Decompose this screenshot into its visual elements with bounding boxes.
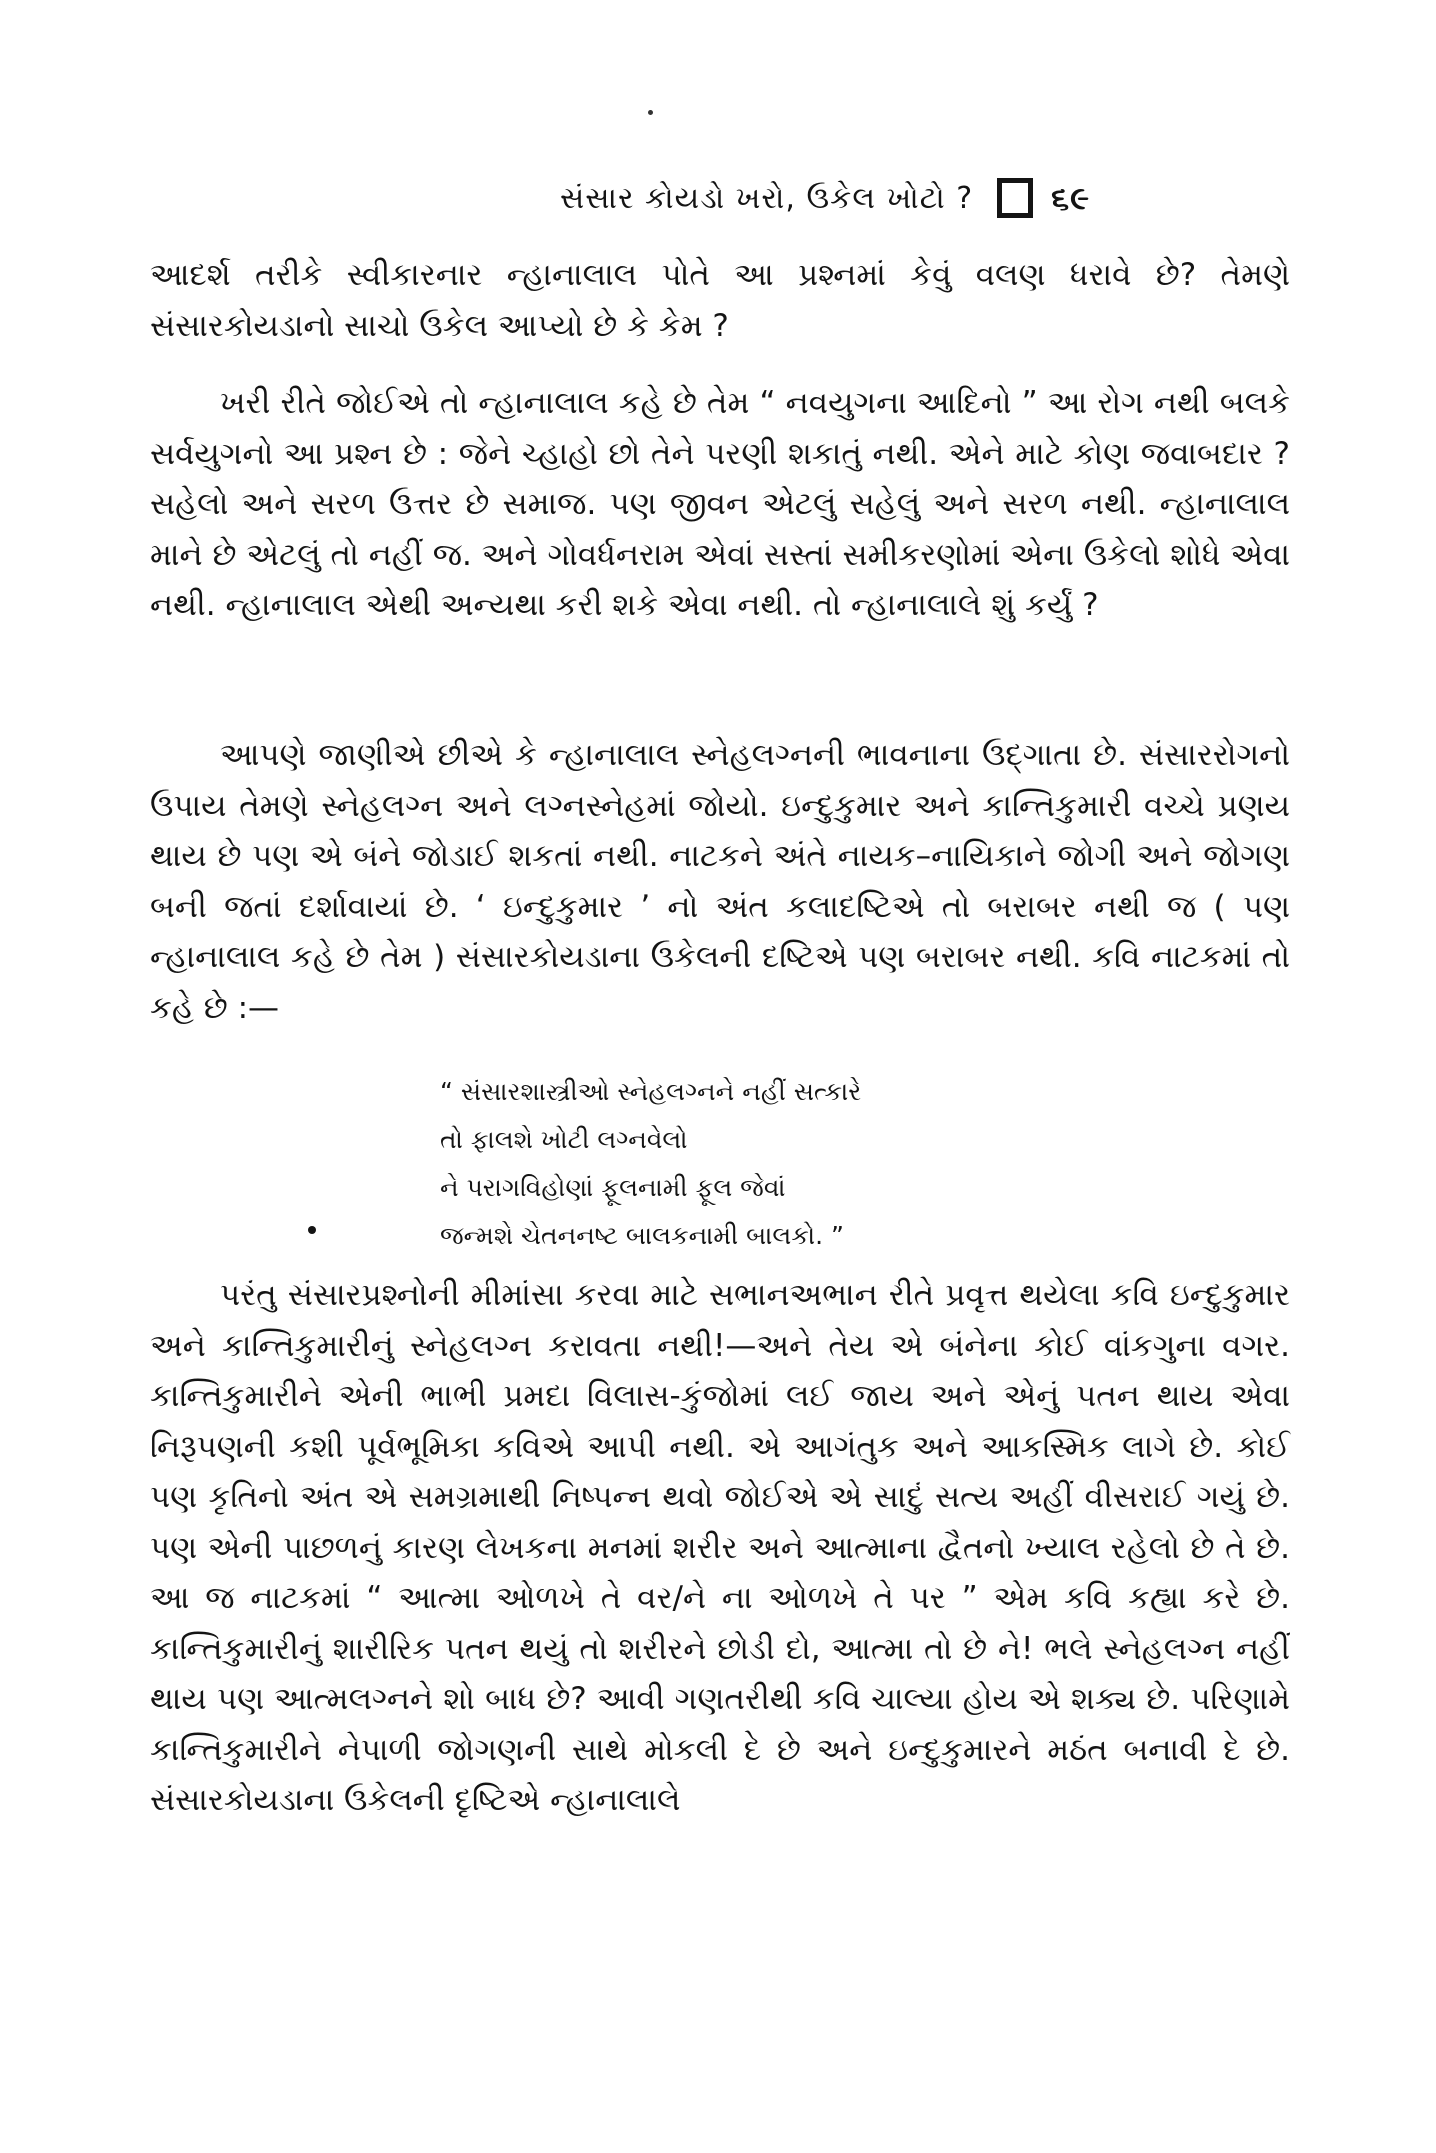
header-box-ornament <box>997 178 1033 218</box>
paragraph-1: આદર્શ તરીકે સ્વીકારનાર ન્હાનાલાલ પોતે આ પ્રશ્નમાં કેવું વલણ ધરાવે છે? તેમણે સંસારકોયડાનો સાચો ઉકેલ આપ્યો છે કે કેમ ? <box>150 257 1290 344</box>
poem-line-1: “ સંસારશાસ્ત્રીઓ સ્નેહલગ્નને નહીં સત્કારે <box>440 1077 862 1106</box>
poem-quote <box>440 1068 1140 1260</box>
margin-dot <box>308 1226 316 1234</box>
paragraph-2: ખરી રીતે જોઈએ તો ન્હાનાલાલ કહે છે તેમ “ નવયુગના આદિનો ” આ રોગ નથી બલકે સર્વયુગનો આ પ્રશ્ન છે : જેને ચ્હાહો છો તેને પરણી શકાતું નથી. એને માટે કોણ જવાબદાર ? સહેલો અને સરળ ઉત્તર છે સમાજ. પણ જીવન એટલું સહેલું અને સરળ નથી. ન્હાનાલાલ માને છે એટલું તો નહીં જ. અને ગોવર્ધનરામ એવાં સસ્તાં સમીકરણોમાં એના ઉકેલો શોધે એવા નથી. ન્હાનાલાલ એથી અન્યથા કરી શકે એવા નથી. તો ન્હાનાલાલે શું કર્યું ? <box>150 385 1290 623</box>
poem-line-3: ને પરાગવિહોણાં ફૂલનામી ફૂલ જેવાં <box>440 1173 786 1202</box>
running-title: સંસાર કોયડો ખરો, ઉકેલ ખોટો ? <box>560 180 974 216</box>
running-header <box>560 168 1260 228</box>
poem-line-2: તો ફાલશે ખોટી લગ્નવેલો <box>440 1125 688 1154</box>
paragraph-4: પરંતુ સંસારપ્રશ્નોની મીમાંસા કરવા માટે સભાનઅભાન રીતે પ્રવૃત્ત થયેલા કવિ ઇન્દુકુમાર અને કાન્તિકુમારીનું સ્નેહલગ્ન કરાવતા નથી!—અને તેય એ બંનેના કોઈ વાંકગુના વગર. કાન્તિકુમારીને એની ભાભી પ્રમદા વિલાસ-કુંજોમાં લઈ જાય અને એનું પતન થાય એવા નિરૂપણની કશી પૂર્વભૂમિકા કવિએ આપી નથી. એ આગંતુક અને આકસ્મિક લાગે છે. કોઈ પણ કૃતિનો અંત એ સમગ્રમાથી નિષ્પન્ન થવો જોઈએ એ સાદું સત્ય અહીં વીસરાઈ ગયું છે. પણ એની પાછળનું કારણ લેખકના મનમાં શરીર અને આત્માના દ્વૈતનો ખ્યાલ રહેલો છે તે છે. આ જ નાટકમાં “ આત્મા ઓળખે તે વર/ને ના ઓળખે તે પર ” એમ કવિ કહ્યા કરે છે. કાન્તિકુમારીનું શારીરિક પતન થયું તો શરીરને છોડી દો, આત્મા તો છે ને! ભલે સ્નેહલગ્ન નહીં થાય પણ આત્મલગ્નને શો બાધ છે? આવી ગણતરીથી કવિ ચાલ્યા હોય એ શક્ય છે. પરિણામે કાન્તિકુમારીને નેપાળી જોગણની સાથે મોકલી દે છે અને ઇન્દુકુમારને મઠંત બનાવી દે છે. સંસારકોયડાના ઉકેલની દૃષ્ટિએ ન્હાનાલાલે <box>150 1277 1290 1818</box>
paragraph-3: આપણે જાણીએ છીએ કે ન્હાનાલાલ સ્નેહલગ્નની ભાવનાના ઉદ્‌ગાતા છે. સંસારરોગનો ઉપાય તેમણે સ્નેહલગ્ન અને લગ્નસ્નેહમાં જોયો. ઇન્દુકુમાર અને કાન્તિકુમારી વચ્ચે પ્રણય થાય છે પણ એ બંને જોડાઈ શકતાં નથી. નાટકને અંતે નાયક–નાયિકાને જોગી અને જોગણ બની જતાં દર્શાવાયાં છે. ‘ ઇન્દુકુમાર ’ નો અંત કલાદષ્ટિએ તો બરાબર નથી જ ( પણ ન્હાનાલાલ કહે છે તેમ ) સંસારકોયડાના ઉકેલની દષ્ટિએ પણ બરાબર નથી. કવિ નાટકમાં તો કહે છે :— <box>150 737 1290 1026</box>
poem-line-4: જન્મશે ચેતનનષ્ટ બાલકનામી બાલકો. ” <box>440 1221 844 1250</box>
page-number: ૬૯ <box>1051 178 1091 217</box>
print-speck <box>648 110 653 115</box>
